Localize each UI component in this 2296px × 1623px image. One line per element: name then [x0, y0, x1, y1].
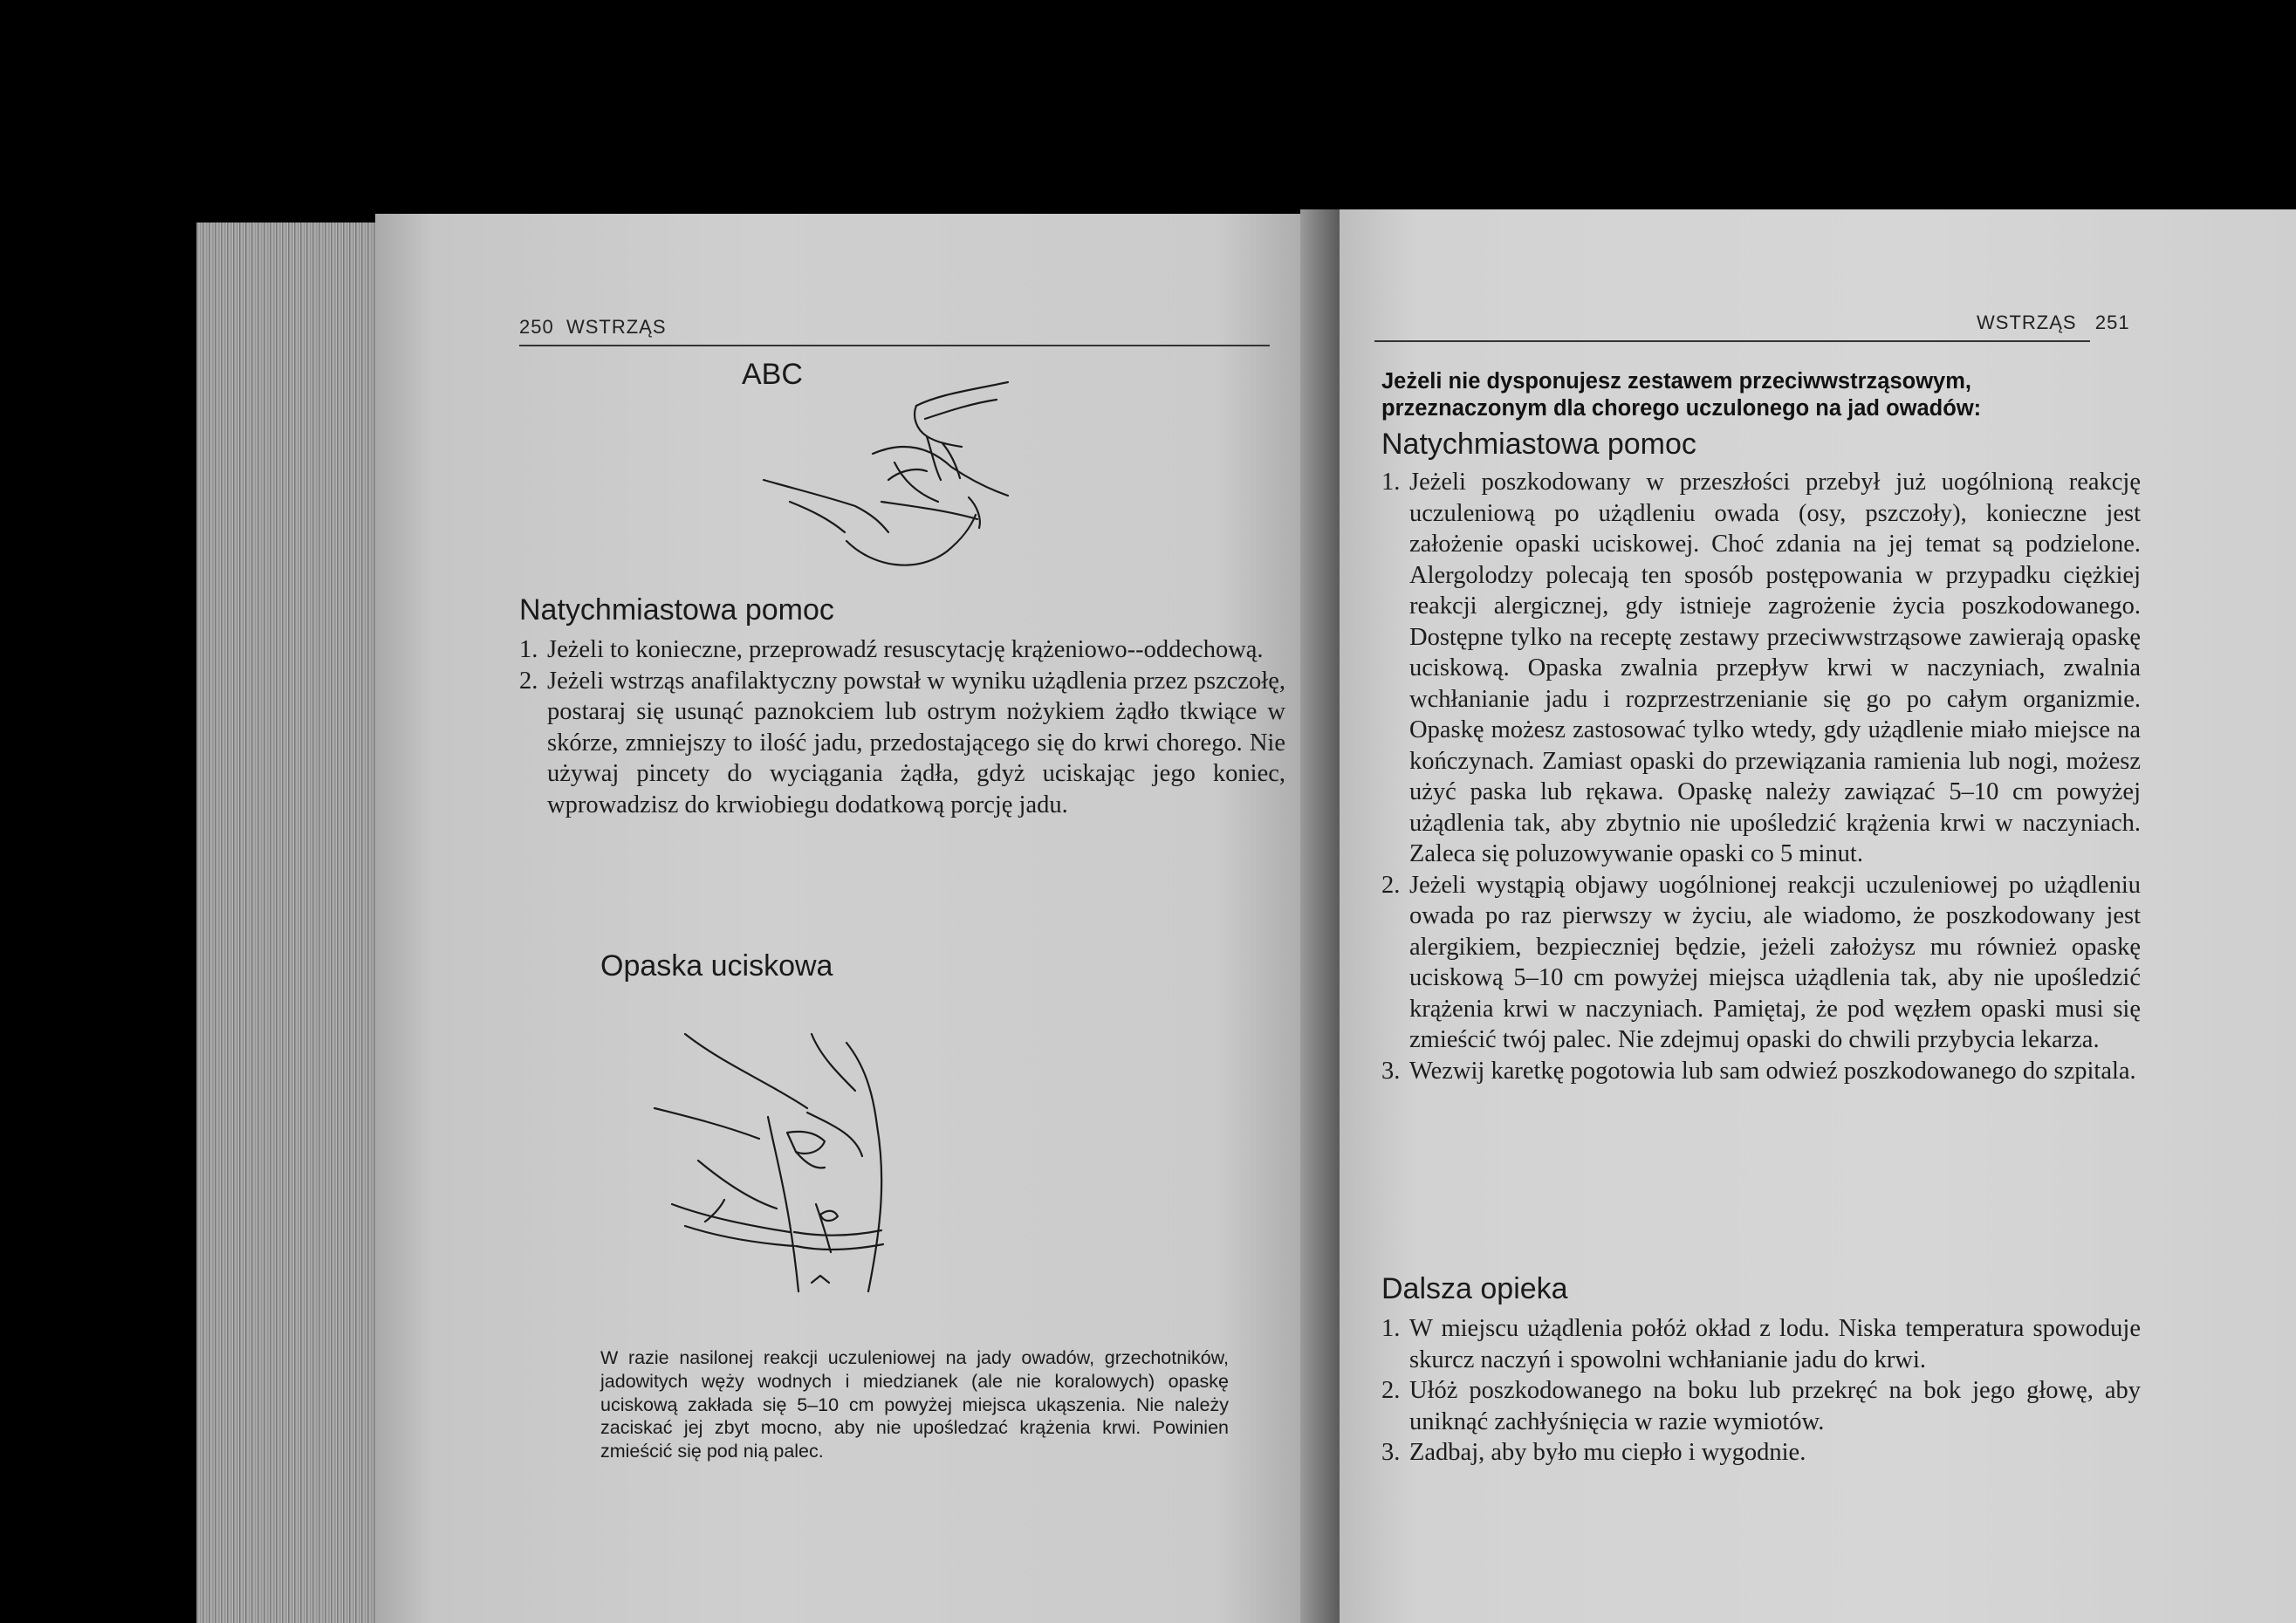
item-text: Jeżeli wstrząs anafilaktyczny powstał w wyniku użądlenia przez pszczołę, postaraj się usunąć paznokciem lub ostrym nożykiem żądło tkwiące w skórze, zmniejszy to ilość jadu, przedostającego się do krwi chorego. Nie używaj pincety do wyciągania żądła, gdyż uciskając jego koniec, wprowadzisz do krwiobiegu dodatkową porcję jadu. — [547, 667, 1285, 818]
list-item — [1381, 467, 2141, 870]
tourniquet-illustration — [637, 1030, 1004, 1309]
item-number: 1. — [519, 636, 538, 663]
running-title: WSTRZĄS — [565, 316, 667, 338]
section-heading-dalsza-opieka: Dalsza opieka — [1381, 1272, 1568, 1305]
list-item — [1381, 1313, 2141, 1375]
left-first-aid-list — [519, 634, 1285, 820]
item-text: Zadbaj, aby było mu ciepło i wygodnie. — [1409, 1439, 1806, 1466]
section-heading-natychmiastowa-pomoc: Natychmiastowa pomoc — [519, 593, 834, 627]
page-number-251: 251 — [2094, 312, 2130, 333]
item-number: 2. — [1381, 871, 1401, 899]
item-number: 3. — [1381, 1439, 1401, 1466]
lead-bold-paragraph: Jeżeli nie dysponujesz zestawem przeciwwstrząsowym, przeznaczonym dla chorego uczulonego na jad owadów: — [1381, 369, 1982, 421]
list-item — [519, 666, 1285, 821]
header-rule — [519, 345, 1270, 346]
list-item — [1381, 870, 2141, 1056]
book-page-edges — [196, 223, 406, 1623]
right-running-head — [1977, 312, 2130, 334]
list-item — [1381, 1375, 2141, 1437]
left-page — [375, 214, 1331, 1623]
abc-resuscitation-illustration — [742, 349, 1021, 576]
left-running-head — [519, 316, 667, 339]
figure-heading-opaska-uciskowa: Opaska uciskowa — [600, 949, 833, 983]
running-title: WSTRZĄS — [1977, 312, 2077, 333]
list-item — [1381, 1056, 2141, 1087]
right-first-aid-list — [1381, 467, 2141, 1086]
further-care-list — [1381, 1313, 2141, 1469]
tourniquet-caption: W razie nasilonej reakcji uczuleniowej na jady owadów, grzechotników, jadowitych węży wodnych i miedzianek (ale nie koralowych) opaskę uciskową zakłada się 5–10 cm powyżej miejsca ukąszenia. Nie należy zaciskać jej zbyt mocno, aby nie upośledzać krążenia krwi. Powinien zmieścić się pod nią palec. — [600, 1347, 1229, 1462]
list-item — [1381, 1437, 2141, 1469]
item-text: W miejscu użądlenia połóż okład z lodu. Niska temperatura spowoduje skurcz naczyń i spowolni wchłanianie jadu do krwi. — [1409, 1315, 2141, 1373]
item-number: 1. — [1381, 469, 1401, 496]
item-number: 1. — [1381, 1315, 1401, 1342]
item-text: Jeżeli poszkodowany w przeszłości przebył już uogólnioną reakcję uczuleniową po użądleniu owada (osy, pszczoły), konieczne jest założenie opaski uciskowej. Choć zdania na jej temat są podzielone. Alergolodzy polecają ten sposób postępowania w przypadku ciężkiej reakcji alergicznej, gdy istnieje zagrożenie życia poszkodowanego. Dostępne tylko na receptę zestawy przeciwwstrząsowe zawierają opaskę uciskową. Opaska zwalnia przepływ krwi w naczyniach, zwalnia wchłanianie jadu i rozprzestrzenianie się go po całym organizmie. Opaskę możesz zastosować tylko wtedy, gdy użądlenie miało miejsce na kończynach. Zamiast opaski do przewiązania ramienia lub nogi, możesz użyć paska lub rękawa. Opaskę należy zawiązać 5–10 cm powyżej użądlenia tak, aby zbytnio nie upośledzić krążenia krwi w naczyniach. Zaleca się poluzowywanie opaski co 5 minut. — [1409, 469, 2141, 867]
item-text: Ułóż poszkodowanego na boku lub przekręć na bok jego głowę, aby uniknąć zachłyśnięcia w razie wymiotów. — [1409, 1377, 2141, 1435]
list-item — [519, 634, 1285, 666]
item-text: Jeżeli wystąpią objawy uogólnionej reakcji uczuleniowej po użądleniu owada po raz pierwszy w życiu, ale wiadomo, że poszkodowany jest alergikiem, bezpieczniej będzie, jeżeli założysz mu również opaskę uciskową 5–10 cm powyżej miejsca użądlenia tak, aby nie upośledzić krążenia krwi w naczyniach. Pamiętaj, że pod węzłem opaski musi się zmieścić twój palec. Nie zdejmuj opaski do chwili przybycia lekarza. — [1409, 871, 2141, 1053]
page-number-250: 250 — [519, 316, 554, 338]
right-page — [1340, 209, 2296, 1623]
abc-label: ABC — [742, 358, 803, 391]
header-rule — [1374, 340, 2090, 342]
item-text: Wezwij karetkę pogotowia lub sam odwieź poszkodowanego do szpitala. — [1409, 1057, 2136, 1085]
item-text: Jeżeli to konieczne, przeprowadź resuscytację krążeniowo--oddechową. — [547, 636, 1264, 663]
item-number: 3. — [1381, 1057, 1401, 1085]
item-number: 2. — [519, 667, 538, 695]
section-heading-natychmiastowa-pomoc: Natychmiastowa pomoc — [1381, 428, 1696, 461]
item-number: 2. — [1381, 1377, 1401, 1404]
